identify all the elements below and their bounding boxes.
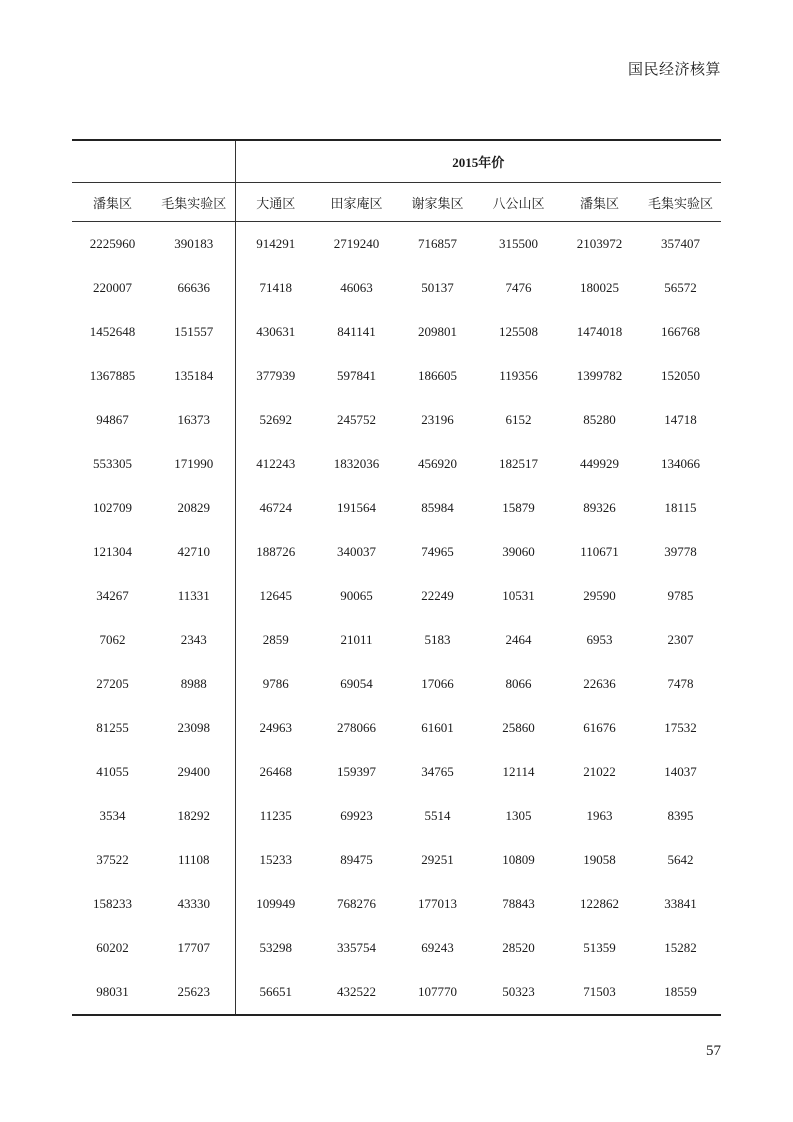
table-cell: 16373 <box>153 398 235 442</box>
table-cell: 125508 <box>499 324 538 339</box>
table-cell: 14718 <box>664 412 697 427</box>
table-row <box>72 750 721 794</box>
table-cell: 41055 <box>96 764 129 779</box>
table-cell: 69243 <box>421 940 454 955</box>
table-cell: 6953 <box>586 632 613 647</box>
table-row <box>72 266 721 310</box>
table-cell: 8066 <box>505 676 532 691</box>
table-cell: 69054 <box>340 676 373 691</box>
table-cell: 5183 <box>424 632 451 647</box>
column-header: 潘集区 <box>92 195 132 211</box>
table-cell: 135184 <box>153 354 235 398</box>
table-cell: 19058 <box>583 852 616 867</box>
table-cell: 340037 <box>337 544 376 559</box>
table-body <box>72 222 721 1016</box>
column-header-row <box>72 183 721 222</box>
table-cell: 29400 <box>153 750 235 794</box>
table-row <box>72 530 721 574</box>
table-cell: 412243 <box>256 456 296 471</box>
table-cell: 66636 <box>153 266 235 310</box>
table-row <box>72 794 721 838</box>
table-row <box>72 926 721 970</box>
table-cell: 158233 <box>93 896 132 911</box>
table-cell: 456920 <box>418 456 457 471</box>
table-cell: 53298 <box>259 940 292 955</box>
table-cell: 8395 <box>667 808 694 823</box>
table-cell: 27205 <box>96 676 129 691</box>
table-cell: 151557 <box>153 310 235 354</box>
table-cell: 430631 <box>256 324 296 339</box>
table-cell: 9786 <box>262 676 289 691</box>
data-table <box>72 139 721 1016</box>
table-cell: 22636 <box>583 676 616 691</box>
table-cell: 43330 <box>153 882 235 926</box>
table-cell: 50137 <box>421 280 454 295</box>
table-cell: 34267 <box>96 588 129 603</box>
table-cell: 18559 <box>664 984 697 999</box>
table-cell: 5514 <box>424 808 451 823</box>
table-row <box>72 662 721 706</box>
table-cell: 60202 <box>96 940 129 955</box>
table-cell: 171990 <box>153 442 235 486</box>
table-cell: 278066 <box>337 720 376 735</box>
table-row <box>72 222 721 267</box>
table-cell: 357407 <box>661 236 700 251</box>
table-cell: 102709 <box>93 500 132 515</box>
table-cell: 56572 <box>664 280 697 295</box>
table-cell: 11235 <box>259 808 292 823</box>
table-row <box>72 354 721 398</box>
table-cell: 1305 <box>505 808 532 823</box>
table-cell: 7062 <box>99 632 126 647</box>
table-cell: 17066 <box>421 676 454 691</box>
table-cell: 768276 <box>337 896 376 911</box>
table-cell: 166768 <box>661 324 700 339</box>
table-cell: 122862 <box>580 896 619 911</box>
table-cell: 21022 <box>583 764 616 779</box>
table-cell: 46724 <box>259 500 292 515</box>
table-cell: 180025 <box>580 280 619 295</box>
table-cell: 29590 <box>583 588 616 603</box>
table-cell: 1963 <box>586 808 613 823</box>
running-head: 国民经济核算 <box>627 62 721 78</box>
table-cell: 7478 <box>667 676 694 691</box>
table-cell: 15233 <box>259 852 292 867</box>
table-cell: 39778 <box>664 544 697 559</box>
table-cell: 110671 <box>580 544 619 559</box>
table-cell: 28520 <box>502 940 535 955</box>
table-cell: 182517 <box>499 456 538 471</box>
table-cell: 69923 <box>340 808 373 823</box>
table-cell: 29251 <box>421 852 454 867</box>
table-cell: 1832036 <box>333 456 380 471</box>
table-cell: 152050 <box>661 368 700 383</box>
table-cell: 51359 <box>583 940 616 955</box>
table-cell: 107770 <box>418 984 457 999</box>
table-cell: 61676 <box>583 720 616 735</box>
table-cell: 188726 <box>256 544 296 559</box>
table-cell: 56651 <box>259 984 292 999</box>
table-cell: 17707 <box>153 926 235 970</box>
table-cell: 23196 <box>421 412 454 427</box>
table-cell: 42710 <box>153 530 235 574</box>
table-cell: 1399782 <box>576 368 623 383</box>
data-table-container <box>72 139 721 1016</box>
table-cell: 2859 <box>262 632 289 647</box>
table-cell: 159397 <box>337 764 376 779</box>
table-cell: 52692 <box>259 412 292 427</box>
table-row <box>72 618 721 662</box>
table-cell: 11331 <box>153 574 235 618</box>
table-cell: 94867 <box>96 412 129 427</box>
column-header: 谢家集区 <box>411 195 464 211</box>
table-row <box>72 838 721 882</box>
table-cell: 34765 <box>421 764 454 779</box>
table-row <box>72 882 721 926</box>
table-cell: 1452648 <box>89 324 136 339</box>
table-cell: 15282 <box>664 940 697 955</box>
table-cell: 2464 <box>505 632 532 647</box>
table-cell: 315500 <box>499 236 538 251</box>
table-cell: 2103972 <box>576 236 623 251</box>
table-cell: 9785 <box>667 588 694 603</box>
table-cell: 25860 <box>502 720 535 735</box>
table-cell: 335754 <box>337 940 376 955</box>
table-cell: 220007 <box>93 280 132 295</box>
table-row <box>72 706 721 750</box>
table-cell: 74965 <box>421 544 454 559</box>
table-cell: 89326 <box>583 500 616 515</box>
table-cell: 17532 <box>664 720 697 735</box>
table-cell: 23098 <box>153 706 235 750</box>
table-cell: 14037 <box>664 764 697 779</box>
group-header-row <box>72 140 721 183</box>
table-cell: 1367885 <box>89 368 136 383</box>
column-header: 潘集区 <box>579 195 619 211</box>
table-cell: 716857 <box>418 236 457 251</box>
table-cell: 78843 <box>502 896 535 911</box>
table-cell: 61601 <box>421 720 454 735</box>
table-cell: 20829 <box>153 486 235 530</box>
table-cell: 3534 <box>99 808 126 823</box>
table-cell: 432522 <box>337 984 376 999</box>
column-header: 八公山区 <box>492 195 545 211</box>
table-cell: 2307 <box>667 632 694 647</box>
table-cell: 5642 <box>667 852 694 867</box>
table-cell: 98031 <box>96 984 129 999</box>
group-header-empty <box>72 140 235 183</box>
table-row <box>72 310 721 354</box>
table-cell: 841141 <box>337 324 376 339</box>
table-cell: 8988 <box>153 662 235 706</box>
table-cell: 24963 <box>259 720 292 735</box>
table-cell: 449929 <box>580 456 619 471</box>
table-cell: 25623 <box>153 970 235 1015</box>
table-cell: 390183 <box>153 222 235 267</box>
group-header-2015-price: 2015年价 <box>452 155 505 170</box>
table-cell: 377939 <box>256 368 296 383</box>
table-cell: 1474018 <box>576 324 623 339</box>
table-cell: 21011 <box>340 632 373 647</box>
column-header: 毛集实验区 <box>648 195 714 211</box>
table-row <box>72 574 721 618</box>
table-cell: 71503 <box>583 984 616 999</box>
table-cell: 191564 <box>337 500 376 515</box>
table-row <box>72 970 721 1015</box>
table-cell: 12645 <box>259 588 292 603</box>
table-cell: 2225960 <box>89 236 136 251</box>
table-cell: 2343 <box>153 618 235 662</box>
table-cell: 22249 <box>421 588 454 603</box>
table-cell: 33841 <box>664 896 697 911</box>
table-cell: 12114 <box>502 764 535 779</box>
table-cell: 209801 <box>418 324 457 339</box>
table-cell: 85984 <box>421 500 454 515</box>
table-cell: 6152 <box>505 412 532 427</box>
table-cell: 50323 <box>502 984 535 999</box>
table-cell: 37522 <box>96 852 129 867</box>
table-cell: 81255 <box>96 720 129 735</box>
column-header: 大通区 <box>256 195 296 211</box>
table-cell: 26468 <box>259 764 292 779</box>
table-cell: 597841 <box>337 368 376 383</box>
table-cell: 10531 <box>502 588 535 603</box>
table-cell: 2719240 <box>333 236 380 251</box>
table-cell: 109949 <box>256 896 296 911</box>
table-row <box>72 486 721 530</box>
table-cell: 90065 <box>340 588 373 603</box>
table-cell: 18292 <box>153 794 235 838</box>
table-cell: 186605 <box>418 368 457 383</box>
table-row <box>72 442 721 486</box>
table-cell: 134066 <box>661 456 700 471</box>
table-row <box>72 398 721 442</box>
table-cell: 119356 <box>499 368 538 383</box>
table-cell: 7476 <box>505 280 532 295</box>
table-cell: 89475 <box>340 852 373 867</box>
table-cell: 18115 <box>664 500 697 515</box>
column-header: 田家庵区 <box>330 195 383 211</box>
table-cell: 10809 <box>502 852 535 867</box>
table-cell: 15879 <box>502 500 535 515</box>
table-cell: 177013 <box>418 896 457 911</box>
table-cell: 11108 <box>153 838 235 882</box>
table-cell: 914291 <box>256 236 296 251</box>
table-cell: 46063 <box>340 280 373 295</box>
table-cell: 245752 <box>337 412 376 427</box>
column-header: 毛集实验区 <box>153 183 235 222</box>
page-number: 57 <box>706 1043 721 1059</box>
table-cell: 71418 <box>259 280 292 295</box>
table-cell: 85280 <box>583 412 616 427</box>
table-cell: 39060 <box>502 544 535 559</box>
table-cell: 553305 <box>93 456 132 471</box>
table-cell: 121304 <box>93 544 132 559</box>
